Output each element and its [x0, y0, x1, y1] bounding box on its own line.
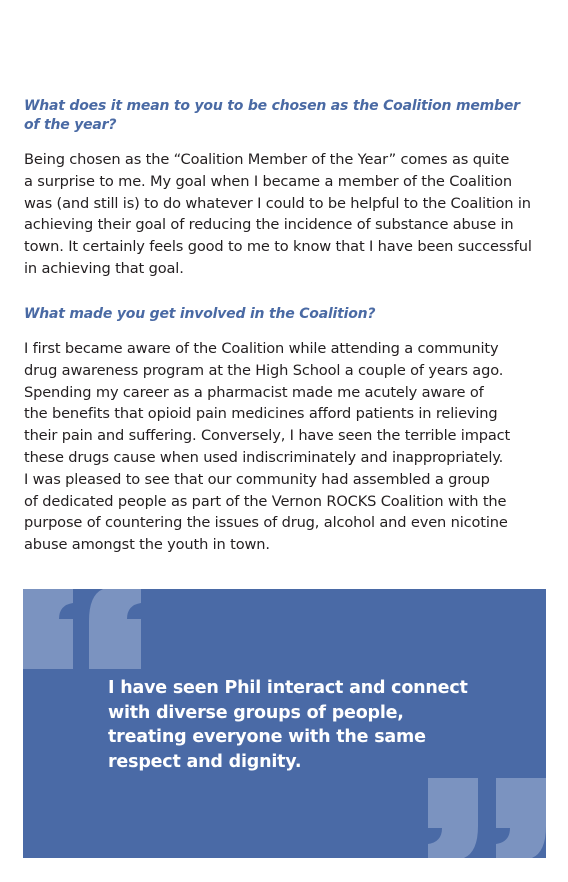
pull-quote-text	[108, 676, 488, 774]
answer-paragraph-member-of-year	[24, 149, 552, 280]
pull-quote-line: with diverse groups of people,	[108, 702, 404, 723]
answer-line: achieving their goal of reducing the incidence of substance abuse in	[24, 216, 514, 234]
answer-line: I was pleased to see that our community had assembled a group	[24, 470, 490, 488]
answer-line: purpose of countering the issues of drug, alcohol and even nicotine	[24, 514, 508, 532]
pull-quote-line: I have seen Phil interact and connect	[108, 678, 468, 698]
question-heading-member-of-year	[24, 97, 524, 135]
open-quote-icon	[23, 589, 143, 669]
question-line: of the year?	[24, 117, 117, 133]
answer-paragraph-involvement	[24, 338, 552, 556]
answer-line: abuse amongst the youth in town.	[24, 536, 270, 554]
answer-line: Being chosen as the “Coalition Member of the Year” comes as quite	[24, 151, 510, 168]
pull-quote-box	[23, 589, 546, 858]
answer-line: Spending my career as a pharmacist made me acutely aware of	[24, 383, 484, 401]
close-quote-icon	[426, 778, 546, 858]
question-line: What does it mean to you to be chosen as the Coalition member	[24, 98, 520, 114]
pull-quote-line: respect and dignity.	[108, 751, 302, 772]
answer-line: in achieving that goal.	[24, 259, 184, 277]
answer-line: the benefits that opioid pain medicines afford patients in relieving	[24, 405, 498, 423]
answer-line: town. It certainly feels good to me to know that I have been successful	[24, 238, 532, 256]
answer-line: was (and still is) to do whatever I could to be helpful to the Coalition in	[24, 194, 531, 212]
answer-line: drug awareness program at the High School a couple of years ago.	[24, 361, 504, 379]
question-heading-involvement: What made you get involved in the Coalition?	[24, 306, 376, 322]
pull-quote-line: treating everyone with the same	[108, 727, 426, 747]
answer-line: these drugs cause when used indiscriminately and inappropriately.	[24, 448, 504, 466]
answer-line: I first became aware of the Coalition while attending a community	[24, 340, 499, 357]
answer-line: their pain and suffering. Conversely, I have seen the terrible impact	[24, 427, 511, 445]
answer-line: a surprise to me. My goal when I became a member of the Coalition	[24, 172, 513, 190]
answer-line: of dedicated people as part of the Vernon ROCKS Coalition with the	[24, 492, 507, 510]
